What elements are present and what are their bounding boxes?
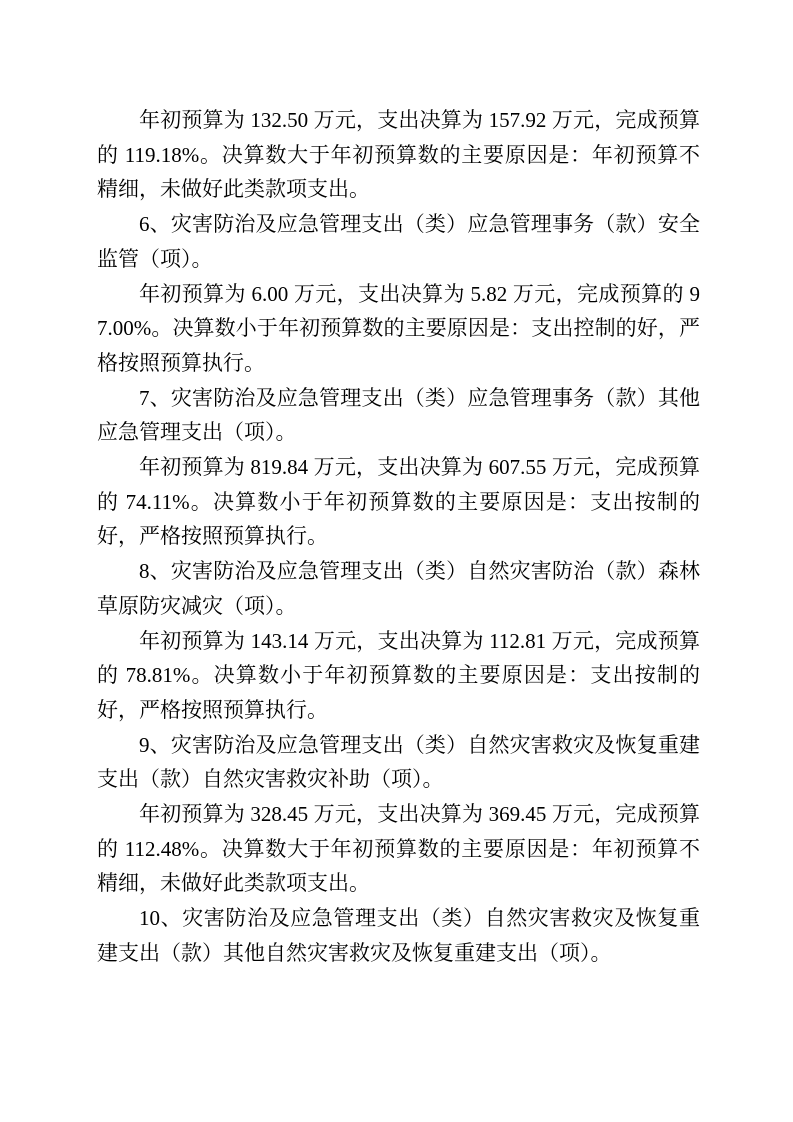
document-paragraph: 7、灾害防治及应急管理支出（类）应急管理事务（款）其他应急管理支出（项）。 (97, 385, 700, 445)
document-paragraph: 年初预算为 143.14 万元，支出决算为 112.81 万元，完成预算的 78.81%。决算数小于年初预算数的主要原因是：支出按制的好，严格按照预算执行。 (97, 628, 700, 722)
document-paragraph: 6、灾害防治及应急管理支出（类）应急管理事务（款）安全监管（项）。 (97, 212, 700, 271)
document-paragraph: 年初预算为 132.50 万元，支出决算为 157.92 万元，完成预算的 119.18%。决算数大于年初预算数的主要原因是：年初预算不精细，未做好此类款项支出。 (97, 108, 700, 202)
document-paragraph: 10、灾害防治及应急管理支出（类）自然灾害救灾及恢复重建支出（款）其他自然灾害救灾及恢复重建支出（项）。 (97, 906, 700, 965)
document-paragraph: 年初预算为 6.00 万元，支出决算为 5.82 万元，完成预算的 97.00%。决算数小于年初预算数的主要原因是：支出控制的好，严格按照预算执行。 (97, 281, 700, 375)
document-paragraph: 年初预算为 328.45 万元，支出决算为 369.45 万元，完成预算的 112.48%。决算数大于年初预算数的主要原因是：年初预算不精细，未做好此类款项支出。 (97, 802, 700, 896)
document-paragraph: 年初预算为 819.84 万元，支出决算为 607.55 万元，完成预算的 74.11%。决算数小于年初预算数的主要原因是：支出按制的好，严格按照预算执行。 (97, 455, 700, 549)
document-paragraph: 8、灾害防治及应急管理支出（类）自然灾害防治（款）森林草原防灾减灾（项）。 (97, 559, 700, 618)
document-paragraph: 9、灾害防治及应急管理支出（类）自然灾害救灾及恢复重建支出（款）自然灾害救灾补助（项）。 (97, 732, 700, 792)
document-content (97, 103, 700, 971)
